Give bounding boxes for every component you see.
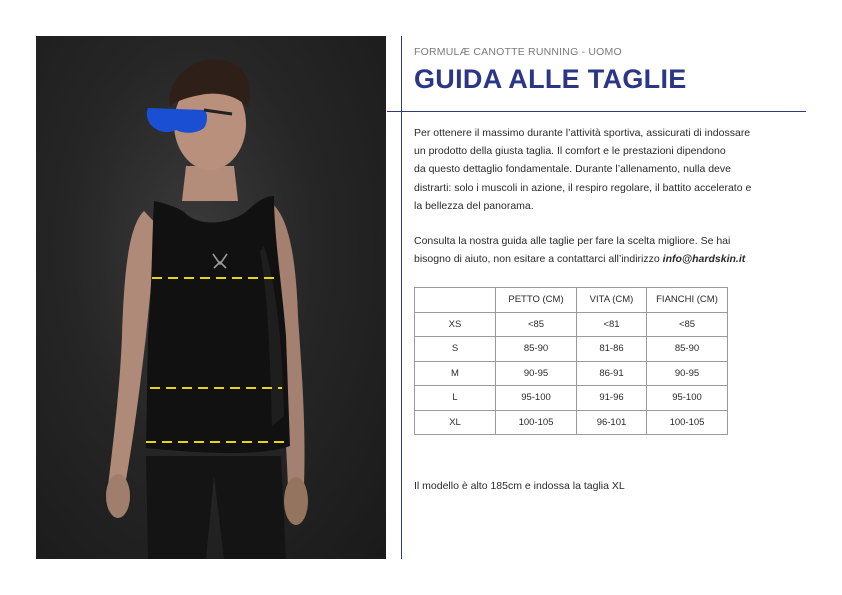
table-cell: 86-91 bbox=[577, 361, 647, 386]
table-cell: 91-96 bbox=[577, 386, 647, 411]
table-cell: <85 bbox=[647, 312, 728, 337]
table-cell: 85-90 bbox=[647, 337, 728, 362]
table-header-cell: PETTO (CM) bbox=[496, 288, 577, 313]
table-cell: <81 bbox=[577, 312, 647, 337]
table-header-cell: FIANCHI (CM) bbox=[647, 288, 728, 313]
model-photo bbox=[36, 36, 386, 559]
table-cell: XL bbox=[415, 410, 496, 435]
table-cell: 95-100 bbox=[647, 386, 728, 411]
email-link[interactable]: info@hardskin.it bbox=[662, 253, 746, 266]
table-cell: 100-105 bbox=[647, 410, 728, 435]
contact-paragraph: Consulta la nostra guida alle taglie per fare la scelta migliore. Se hai bisogno di aiuto, non esitare a contattarci all’indirizzo info@hardskin.it bbox=[414, 235, 746, 266]
table-row bbox=[415, 361, 728, 386]
table-header-cell: VITA (CM) bbox=[577, 288, 647, 313]
table-header-cell bbox=[415, 288, 496, 313]
page-title: GUIDA ALLE TAGLIE bbox=[414, 64, 687, 94]
table-cell: 96-101 bbox=[577, 410, 647, 435]
table-cell: L bbox=[415, 386, 496, 411]
table-row bbox=[415, 386, 728, 411]
size-table bbox=[414, 287, 728, 435]
table-row bbox=[415, 410, 728, 435]
model-illustration bbox=[36, 36, 386, 559]
table-row bbox=[415, 312, 728, 337]
table-cell: 85-90 bbox=[496, 337, 577, 362]
table-row bbox=[415, 337, 728, 362]
table-header-row bbox=[415, 288, 728, 313]
table-cell: 81-86 bbox=[577, 337, 647, 362]
page-subtitle: FORMULÆ CANOTTE RUNNING - UOMO bbox=[414, 46, 622, 58]
table-cell: 100-105 bbox=[496, 410, 577, 435]
table-cell: 95-100 bbox=[496, 386, 577, 411]
table-cell: <85 bbox=[496, 312, 577, 337]
horizontal-divider bbox=[387, 111, 806, 112]
table-cell: S bbox=[415, 337, 496, 362]
table-cell: 90-95 bbox=[496, 361, 577, 386]
vertical-divider bbox=[401, 36, 402, 559]
table-cell: XS bbox=[415, 312, 496, 337]
table-cell: M bbox=[415, 361, 496, 386]
table-cell: 90-95 bbox=[647, 361, 728, 386]
intro-paragraph: Per ottenere il massimo durante l’attività sportiva, assicurati di indossare un prodotto della giusta taglia. Il comfort e le prestazioni dipendono da questo dettaglio fondamentale. Durante l’allenamento, nulla deve distrarti: solo i muscoli in azione, il respiro regolare, il battito accelerato e la bellezza del panorama. bbox=[414, 127, 752, 212]
model-size-note: Il modello è alto 185cm e indossa la taglia XL bbox=[414, 480, 625, 492]
